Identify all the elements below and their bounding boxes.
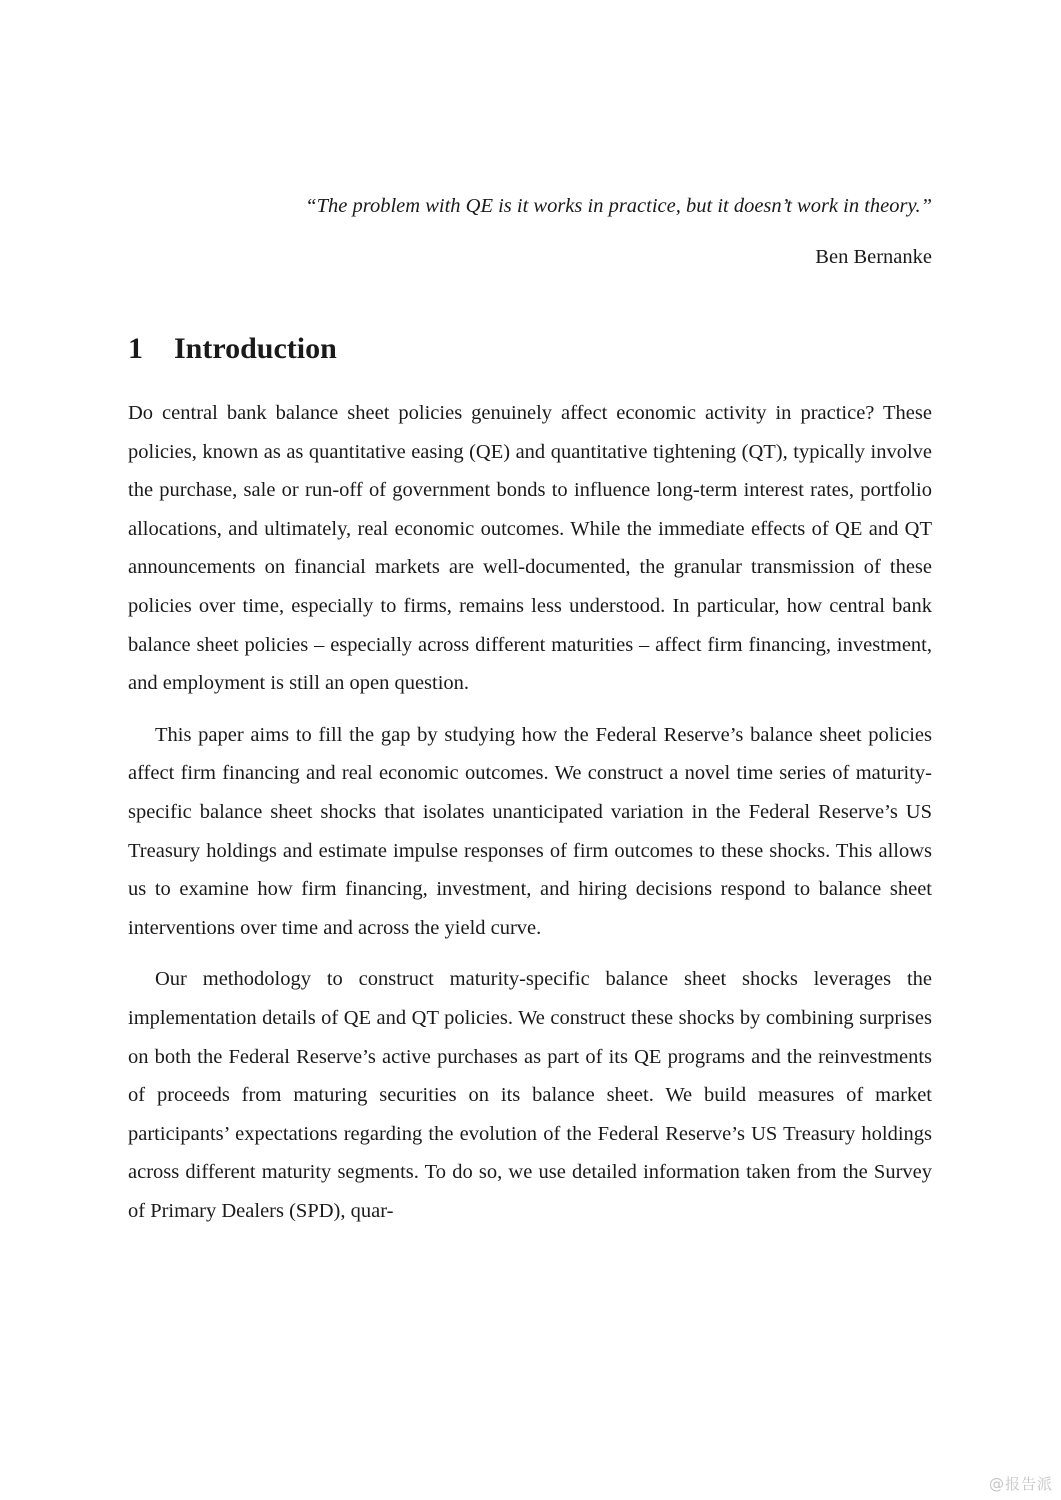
paragraph: Our methodology to construct maturity-specific balance sheet shocks leverages the implementation details of QE and QT policies. We construct these shocks by combining surprises on both the Federal Reserve’s active purchases as part of its QE programs and the reinvestments of proceeds from maturing securities on its balance sheet. We build measures of market participants’ expectations regarding the evolution of the Federal Reserve’s US Treasury holdings across different maturity segments. To do so, we use detailed information taken from the Survey of Primary Dealers (SPD), quar- [128,968,932,1222]
section-heading [128,330,337,368]
section-title: Introduction [174,332,337,365]
epigraph-quote: “The problem with QE is it works in practice, but it doesn’t work in theory.” [305,195,932,217]
watermark: @报告派 [988,1475,1053,1493]
paragraph: This paper aims to fill the gap by studying how the Federal Reserve’s balance sheet policies affect firm financing and real economic outcomes. We construct a novel time series of maturity-specific balance sheet shocks that isolates unanticipated variation in the Federal Reserve’s US Treasury holdings and estimate impulse responses of firm outcomes to these shocks. This allows us to examine how firm financing, investment, and hiring decisions respond to balance sheet interventions over time and across the yield curve. [128,723,932,939]
epigraph [128,192,932,271]
paragraph: Do central bank balance sheet policies genuinely affect economic activity in practice? These policies, known as as quantitative easing (QE) and quantitative tightening (QT), typically involve the purchase, sale or run-off of government bonds to influence long-term interest rates, portfolio allocations, and ultimately, real economic outcomes. While the immediate effects of QE and QT announcements on financial markets are well-documented, the granular transmission of these policies over time, especially to firms, remains less understood. In particular, how central bank balance sheet policies – especially across different maturities – affect firm financing, investment, and employment is still an open question. [128,402,932,695]
epigraph-author: Ben Bernanke [815,246,932,268]
section-number: 1 [128,332,143,365]
body-text [128,394,932,1243]
